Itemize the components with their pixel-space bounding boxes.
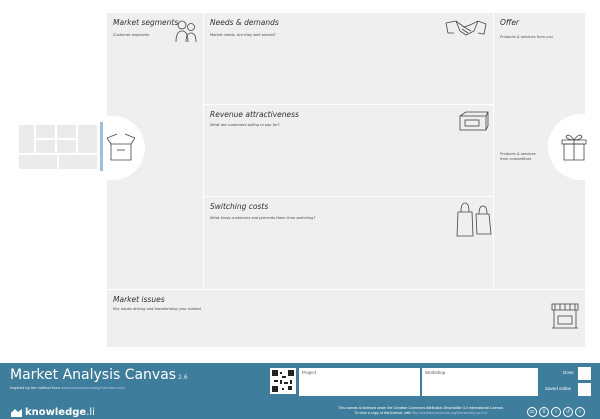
offer-hint-own: Products & services from you: [500, 35, 553, 39]
gift-box-icon: [560, 132, 588, 162]
inspired-text: Inspired by the method from: [10, 385, 60, 390]
canvas-version: 2.6: [178, 374, 188, 381]
open-box-icon: [107, 132, 135, 162]
saved-online-checkbox[interactable]: [578, 383, 591, 396]
handshake-icon: [444, 17, 488, 39]
license-line-2-text: To view a copy of this license, visit: [354, 411, 411, 415]
logo-mark-icon: [11, 409, 22, 417]
cc-zero-icon[interactable]: 0: [539, 407, 549, 417]
mini-cell: [77, 124, 98, 154]
mini-cell: [56, 124, 77, 139]
inspired-by: [10, 385, 125, 390]
switching-costs-box[interactable]: [204, 197, 494, 290]
needs-demands-title: Needs & demands: [210, 18, 279, 27]
cc-sa-icon[interactable]: ↺: [563, 407, 573, 417]
workshop-label: Workshop: [425, 370, 446, 375]
done-checkbox[interactable]: [578, 367, 591, 380]
people-icon: [173, 18, 199, 44]
shopping-bags-icon: [456, 200, 492, 238]
market-issues-title: Market issues: [113, 295, 165, 304]
inspired-link[interactable]: www.businessmodelgeneration.com: [60, 385, 125, 390]
mini-cell: [56, 139, 77, 154]
wallet-icon: [458, 110, 490, 132]
logo-suffix: .li: [86, 407, 95, 418]
cc-icons: [527, 407, 585, 417]
needs-demands-hint: Market needs. Are they well served?: [210, 33, 276, 37]
project-field[interactable]: [299, 368, 420, 396]
license-line-2: [318, 411, 524, 416]
qr-code-icon: [272, 370, 294, 392]
mini-canvas-preview[interactable]: [18, 124, 98, 170]
workshop-field[interactable]: [422, 368, 538, 396]
needs-demands-box[interactable]: [204, 13, 494, 105]
offer-title: Offer: [500, 18, 520, 27]
license-link[interactable]: http://creativecommons.org/licenses/by-sa/4.0/: [411, 411, 488, 415]
canvas-title-text: Market Analysis Canvas: [10, 367, 177, 383]
logo-text: [25, 407, 95, 418]
footer: [0, 363, 600, 419]
market-segments-hint: Customer segments: [113, 33, 150, 37]
mini-cell: [35, 124, 56, 139]
mini-cell: [58, 154, 98, 170]
revenue-attractiveness-title: Revenue attractiveness: [210, 110, 299, 119]
market-issues-hint: Key issues driving and transforming your market: [113, 307, 201, 311]
market-issues-box[interactable]: [107, 290, 586, 348]
done-label: Done: [563, 370, 574, 375]
knowledge-li-logo[interactable]: [11, 407, 95, 418]
project-label: Project: [302, 370, 317, 375]
market-stall-icon: [550, 300, 580, 330]
cc-by-icon[interactable]: i: [551, 407, 561, 417]
mini-cell: [18, 154, 58, 170]
switching-costs-hint: What binds customers and prevents them from switching?: [210, 216, 316, 220]
mini-cell: [18, 124, 35, 154]
saved-online-label: Saved online: [545, 386, 572, 391]
offer-hint-competitors-2: from competitors: [500, 157, 532, 161]
market-segments-title: Market segments: [113, 18, 179, 27]
license-line-1: This canvas is licensed under the Creative Commons Attribution-ShareAlike 4.0 International License.: [338, 406, 504, 410]
revenue-attractiveness-box[interactable]: [204, 105, 494, 197]
cc-icon[interactable]: cc: [527, 407, 537, 417]
qr-code[interactable]: [270, 368, 296, 394]
offer-hint-competitors-1: Products & services: [500, 152, 536, 156]
cc-info-icon[interactable]: i: [575, 407, 585, 417]
canvas-title: [10, 367, 188, 383]
market-analysis-canvas: [107, 13, 586, 348]
mini-cell: [35, 139, 56, 154]
switching-costs-title: Switching costs: [210, 202, 269, 211]
license-text: [318, 406, 524, 416]
revenue-attractiveness-hint: What are customers willing to pay for?: [210, 123, 280, 127]
logo-prefix: knowledge: [25, 407, 87, 418]
